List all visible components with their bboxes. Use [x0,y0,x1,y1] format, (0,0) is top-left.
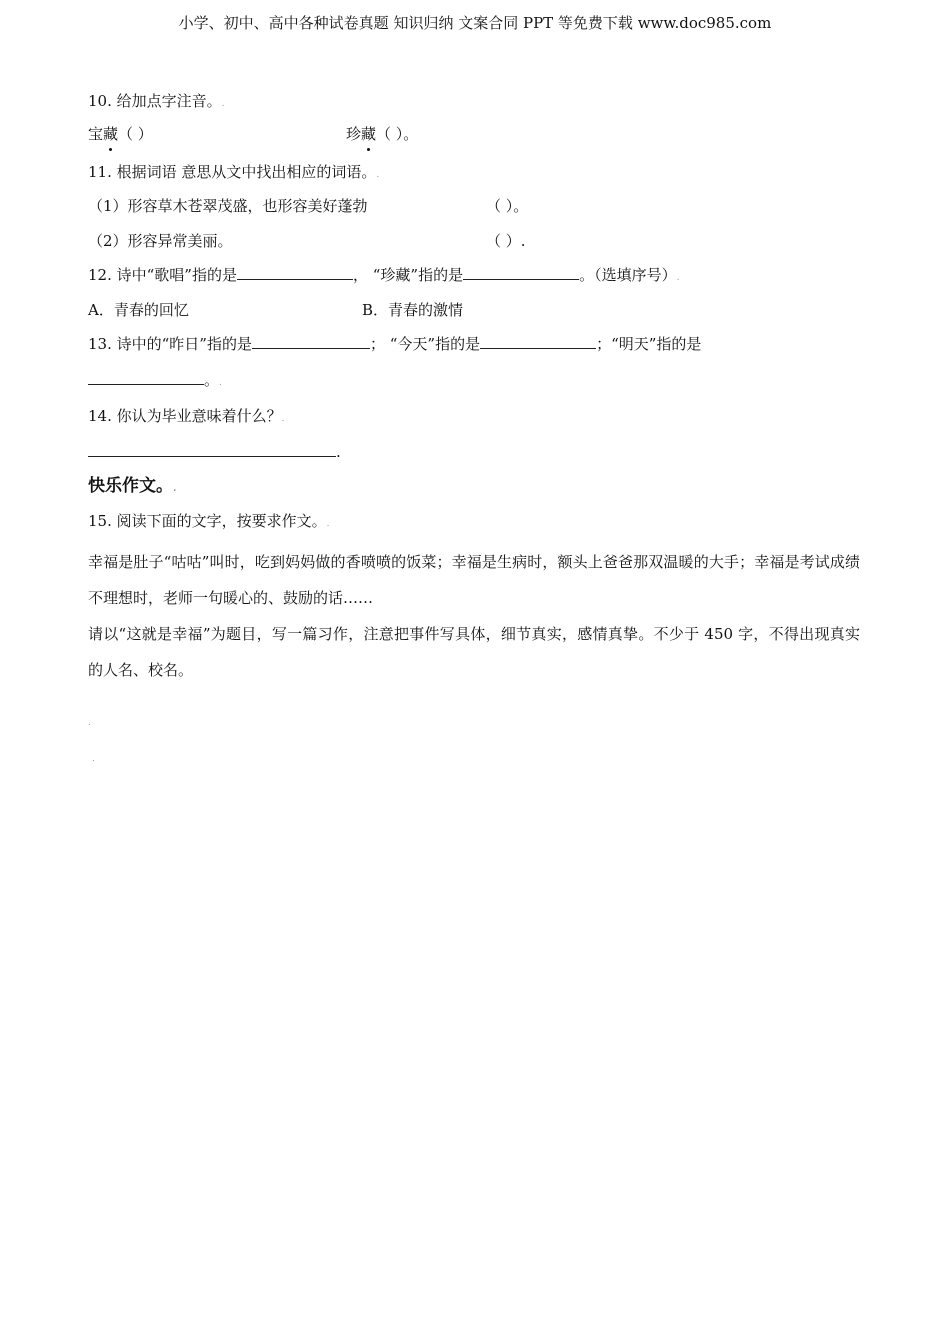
q10-word1: 宝藏（ ） [88,125,153,143]
q11-item2: （2）形容异常美丽。 [88,232,233,250]
q14-stem: 14. 你认为毕业意味着什么？. [88,407,285,425]
q11-item2-answer[interactable]: （ ）. [486,232,526,250]
q12-blank-2[interactable] [463,265,579,280]
q15-stem: 15. 阅读下面的文字，按要求作文。. [88,512,330,530]
paragraph-mark: . [92,754,95,764]
q14-answer-line: . [88,441,341,463]
q12-option-a: A．青春的回忆 [88,301,189,319]
q13-blank-2[interactable] [480,334,596,349]
q14-blank[interactable] [88,442,336,457]
section-title: 快乐作文。. [88,476,177,496]
q11-item1-answer[interactable]: （ ）。 [486,197,529,215]
q15-paragraph-2: 请以“这就是幸福”为题目，写一篇习作，注意把事件写具体，细节真实，感情真挚。不少于 450 字，不得出现真实的人名、校名。 [88,625,860,679]
q12-stem: 12. 诗中“歌唱”指的是 ， “珍藏”指的是 。（选填序号）. [88,266,680,284]
q13-blank-3[interactable] [88,370,204,385]
q12-option-b: B．青春的激情 [362,301,464,319]
q10-stem: 10. 给加点字注音。. [88,92,225,110]
q10-word2: 珍藏（ ）。 [346,125,419,143]
page-header: 小学、初中、高中各种试卷真题 知识归纳 文案合同 PPT 等免费下载 www.doc985.com [178,14,772,32]
q11-item1: （1）形容草木苍翠茂盛，也形容美好蓬勃 [88,197,368,215]
q12-blank-1[interactable] [237,265,353,280]
paragraph-mark: . [88,718,91,728]
q13-stem: 13. 诗中的“昨日”指的是 ； “今天”指的是 ；“明天”指的是 [88,335,702,353]
q13-line2: 。. [88,369,222,394]
q15-paragraph-1: 幸福是肚子“咕咕”叫时，吃到妈妈做的香喷喷的饭菜；幸福是生病时，额头上爸爸那双温暖的大手；幸福是考试成绩不理想时，老师一句暖心的、鼓励的话…… [88,553,860,607]
q13-blank-1[interactable] [252,334,370,349]
q11-stem: 11. 根据词语 意思从文中找出相应的词语。. [88,163,380,181]
